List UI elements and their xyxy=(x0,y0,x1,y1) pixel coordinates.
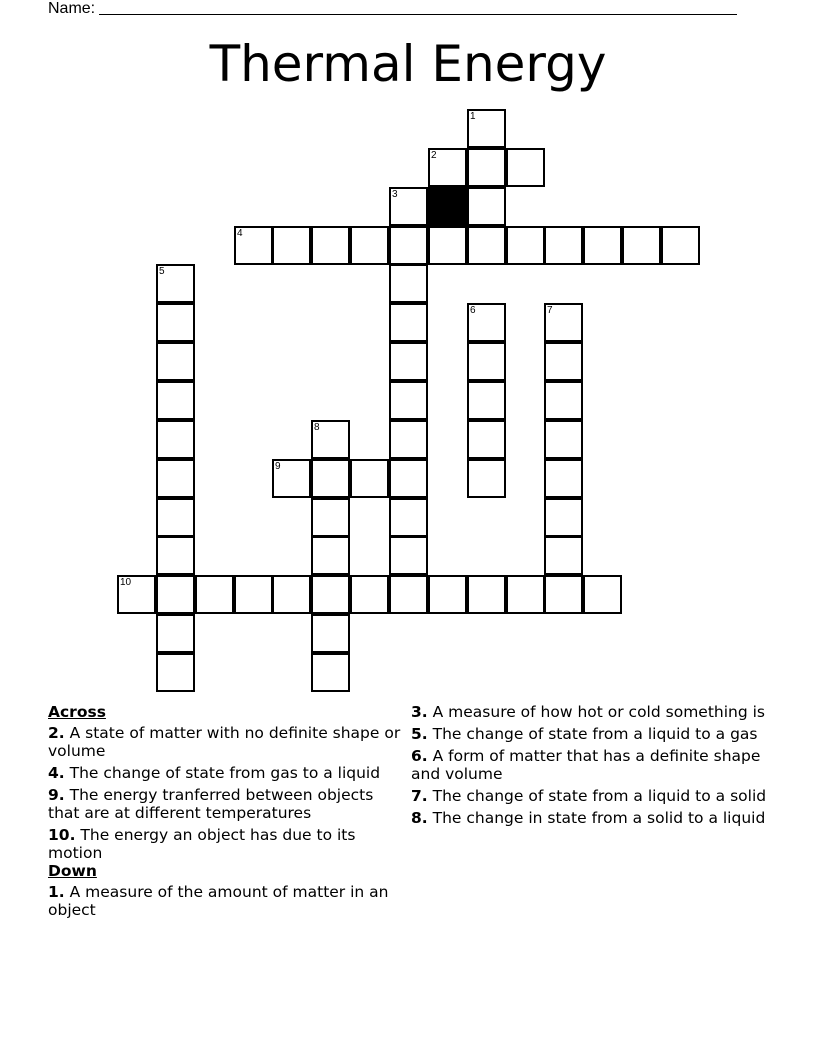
clue-number-label: 10 xyxy=(120,577,132,588)
crossword-cell[interactable] xyxy=(311,226,350,265)
clue-text: The change of state from a liquid to a gas xyxy=(432,725,758,743)
clue-number: 1. xyxy=(48,883,65,901)
crossword-cell[interactable] xyxy=(544,459,583,498)
crossword-cell[interactable] xyxy=(467,148,506,187)
crossword-cell[interactable] xyxy=(272,226,311,265)
clue-across-10 xyxy=(48,826,408,862)
crossword-cell[interactable] xyxy=(389,420,428,459)
crossword-cell[interactable] xyxy=(467,226,506,265)
crossword-cell[interactable] xyxy=(195,575,234,614)
clues-right-column xyxy=(411,703,771,831)
crossword-cell[interactable] xyxy=(311,575,350,614)
crossword-cell[interactable] xyxy=(661,226,700,265)
clue-number: 8. xyxy=(411,809,428,827)
crossword-cell[interactable] xyxy=(467,303,506,342)
clue-number: 3. xyxy=(411,703,428,721)
crossword-cell[interactable] xyxy=(467,459,506,498)
crossword-cell[interactable] xyxy=(544,536,583,575)
clue-number: 9. xyxy=(48,786,65,804)
crossword-cell[interactable] xyxy=(311,653,350,692)
crossword-cell[interactable] xyxy=(544,303,583,342)
clue-number: 10. xyxy=(48,826,76,844)
crossword-cell[interactable] xyxy=(156,498,195,537)
crossword-cell[interactable] xyxy=(583,226,622,265)
crossword-cell[interactable] xyxy=(156,420,195,459)
down-heading: Down xyxy=(48,862,97,880)
blocked-cell xyxy=(428,187,467,226)
crossword-cell[interactable] xyxy=(622,226,661,265)
crossword-cell[interactable] xyxy=(389,264,428,303)
clue-number-label: 9 xyxy=(275,461,281,472)
crossword-cell[interactable] xyxy=(156,614,195,653)
crossword-cell[interactable] xyxy=(389,536,428,575)
clue-text: A measure of how hot or cold something is xyxy=(432,703,766,721)
crossword-cell[interactable] xyxy=(156,653,195,692)
crossword-cell[interactable] xyxy=(544,498,583,537)
crossword-cell[interactable] xyxy=(544,226,583,265)
crossword-cell[interactable] xyxy=(350,226,389,265)
crossword-cell[interactable] xyxy=(428,148,467,187)
clue-down-8 xyxy=(411,809,771,827)
clue-number-label: 1 xyxy=(470,111,476,122)
crossword-cell[interactable] xyxy=(506,148,545,187)
clue-number-label: 8 xyxy=(314,422,320,433)
crossword-cell[interactable] xyxy=(467,381,506,420)
crossword-cell[interactable] xyxy=(389,459,428,498)
clues-left-column xyxy=(48,703,408,923)
crossword-cell[interactable] xyxy=(311,459,350,498)
clue-text: A state of matter with no definite shape or volume xyxy=(48,724,401,760)
crossword-cell[interactable] xyxy=(156,575,195,614)
clue-number-label: 6 xyxy=(470,305,476,316)
clue-number: 5. xyxy=(411,725,428,743)
crossword-cell[interactable] xyxy=(544,381,583,420)
clue-text: The change in state from a solid to a liquid xyxy=(432,809,766,827)
crossword-cell[interactable] xyxy=(506,226,545,265)
clue-across-4 xyxy=(48,764,408,782)
crossword-cell[interactable] xyxy=(389,498,428,537)
clue-number-label: 2 xyxy=(431,150,437,161)
crossword-cell[interactable] xyxy=(311,420,350,459)
crossword-cell[interactable] xyxy=(467,109,506,148)
clue-down-1 xyxy=(48,883,408,919)
crossword-cell[interactable] xyxy=(467,575,506,614)
crossword-cell[interactable] xyxy=(389,187,428,226)
crossword-cell[interactable] xyxy=(389,303,428,342)
crossword-cell[interactable] xyxy=(350,459,389,498)
crossword-cell[interactable] xyxy=(272,459,311,498)
crossword-cell[interactable] xyxy=(544,420,583,459)
clue-text: The change of state from gas to a liquid xyxy=(69,764,381,782)
crossword-cell[interactable] xyxy=(583,575,622,614)
crossword-cell[interactable] xyxy=(156,459,195,498)
clue-text: The energy an object has due to its motion xyxy=(48,826,356,862)
clue-text: The change of state from a liquid to a solid xyxy=(432,787,767,805)
clue-down-7 xyxy=(411,787,771,805)
across-heading: Across xyxy=(48,703,106,721)
crossword-cell[interactable] xyxy=(311,614,350,653)
crossword-cell[interactable] xyxy=(389,342,428,381)
crossword-cell[interactable] xyxy=(389,575,428,614)
clue-text: The energy tranferred between objects that are at different temperatures xyxy=(48,786,374,822)
crossword-cell[interactable] xyxy=(428,575,467,614)
clue-text: A measure of the amount of matter in an object xyxy=(48,883,389,919)
clue-number-label: 4 xyxy=(237,228,243,239)
crossword-cell[interactable] xyxy=(428,226,467,265)
clue-number: 6. xyxy=(411,747,428,765)
crossword-cell[interactable] xyxy=(311,536,350,575)
page-title: Thermal Energy xyxy=(209,35,607,93)
clue-down-6 xyxy=(411,747,771,783)
crossword-cell[interactable] xyxy=(350,575,389,614)
clue-down-5 xyxy=(411,725,771,743)
crossword-cell[interactable] xyxy=(156,536,195,575)
crossword-cell[interactable] xyxy=(544,575,583,614)
clue-text: A form of matter that has a definite shape and volume xyxy=(411,747,761,783)
crossword-cell[interactable] xyxy=(234,575,273,614)
crossword-cell[interactable] xyxy=(311,498,350,537)
crossword-cell[interactable] xyxy=(117,575,156,614)
crossword-cell[interactable] xyxy=(156,303,195,342)
crossword-cell[interactable] xyxy=(156,342,195,381)
crossword-cell[interactable] xyxy=(506,575,545,614)
crossword-cell[interactable] xyxy=(467,187,506,226)
clue-number-label: 5 xyxy=(159,266,165,277)
clue-across-9 xyxy=(48,786,408,822)
crossword-cell[interactable] xyxy=(544,342,583,381)
crossword-cell[interactable] xyxy=(389,381,428,420)
crossword-cell[interactable] xyxy=(467,342,506,381)
clue-number: 7. xyxy=(411,787,428,805)
clue-down-3 xyxy=(411,703,771,721)
crossword-cell[interactable] xyxy=(156,264,195,303)
crossword-cell[interactable] xyxy=(156,381,195,420)
clue-number-label: 3 xyxy=(392,189,398,200)
crossword-cell[interactable] xyxy=(272,575,311,614)
crossword-cell[interactable] xyxy=(234,226,273,265)
clue-number: 2. xyxy=(48,724,65,742)
clue-number-label: 7 xyxy=(547,305,553,316)
crossword-cell[interactable] xyxy=(467,420,506,459)
clue-across-2 xyxy=(48,724,408,760)
crossword-cell[interactable] xyxy=(389,226,428,265)
clue-number: 4. xyxy=(48,764,65,782)
name-label: Name: xyxy=(48,0,96,17)
